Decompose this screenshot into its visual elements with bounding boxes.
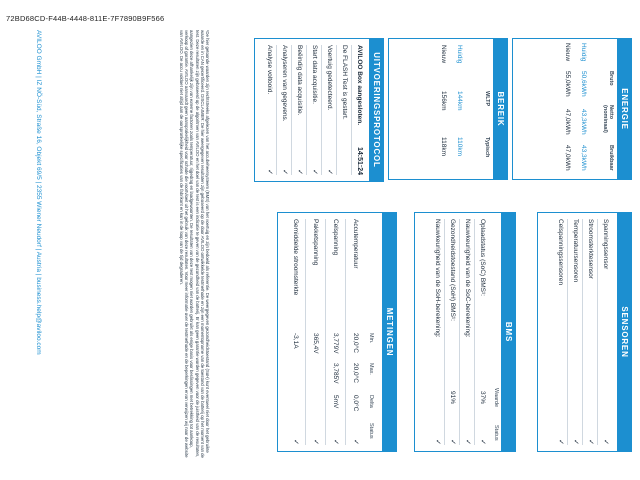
sensoren-title: SENSOREN bbox=[617, 213, 631, 451]
bms-row: Nauwkeurigheid van de SoH-berekening: ✓ bbox=[430, 219, 445, 445]
sensoren-panel bbox=[537, 212, 632, 452]
metingen-col-max: Max. bbox=[368, 363, 374, 375]
check-icon: ✓ bbox=[434, 439, 441, 445]
check-icon: ✓ bbox=[479, 439, 486, 445]
protocol-row: Start data acquisitie. ✓ bbox=[306, 45, 322, 175]
check-icon: ✓ bbox=[449, 439, 456, 445]
metingen-row: Accutemperatuur 20,0°C 20,0°C 0,0°C ✓ bbox=[345, 219, 364, 445]
bms-col-waarde: Waarde bbox=[493, 388, 499, 408]
check-icon: ✓ bbox=[464, 439, 471, 445]
protocol-row: Analyseren van gegevens. ✓ bbox=[276, 45, 292, 175]
protocol-row: Beëindig data acquisitie. ✓ bbox=[291, 45, 307, 175]
check-icon: ✓ bbox=[587, 439, 594, 445]
metingen-col-min: Min. bbox=[368, 333, 374, 344]
metingen-row: Gemiddelde stroomsterkte -3,1A ✓ bbox=[286, 219, 304, 445]
energie-nieuw-netto: 47,0kWh bbox=[564, 109, 571, 135]
sensor-row: Temperatuursensoren ✓ bbox=[567, 219, 583, 445]
check-icon: ✓ bbox=[326, 169, 333, 175]
bereik-nieuw-typisch: 118km bbox=[440, 137, 447, 157]
rotated-report bbox=[30, 0, 640, 480]
metingen-col-status: Status bbox=[368, 423, 374, 439]
bereik-col-wltp: WLTP bbox=[484, 91, 490, 107]
bereik-title: BEREIK bbox=[493, 39, 507, 179]
bereik-huidig-typisch: 110km bbox=[456, 137, 463, 157]
energie-nieuw-bruto: 55,0kWh bbox=[564, 71, 571, 97]
metingen-col-delta: Delta bbox=[368, 395, 374, 408]
sensor-row: Stroomsterktesensor ✓ bbox=[582, 219, 598, 445]
bereik-huidig-label: Huidig bbox=[456, 45, 463, 64]
bms-col-status: Status bbox=[493, 425, 499, 441]
check-icon: ✓ bbox=[557, 439, 564, 445]
bms-row: Gezondheidstoestand (SoH) BMS¹: 91% ✓ bbox=[444, 219, 460, 445]
bereik-nieuw-wltp: 156km bbox=[440, 91, 447, 111]
bms-title: BMS bbox=[501, 213, 515, 451]
energie-col-netto: Netto (nominaal) bbox=[602, 105, 614, 133]
bereik-nieuw-label: Nieuw bbox=[440, 45, 447, 64]
check-icon: ✓ bbox=[332, 439, 339, 445]
energie-huidig-bruikbaar: 43,3kWh bbox=[580, 145, 587, 171]
bms-row: Oplaadstatus (SoC) BMS¹: 37% ✓ bbox=[474, 219, 490, 445]
metingen-row: Celspanning 3,779V 3,785V 5mV ✓ bbox=[325, 219, 344, 445]
check-icon: ✓ bbox=[311, 169, 318, 175]
check-icon: ✓ bbox=[602, 439, 609, 445]
check-icon: ✓ bbox=[312, 439, 319, 445]
sensor-row: Spanningssensor ✓ bbox=[597, 219, 613, 445]
check-icon: ✓ bbox=[281, 169, 288, 175]
protocol-row: Analyse voltooid. ✓ bbox=[262, 45, 277, 175]
check-icon: ✓ bbox=[572, 439, 579, 445]
check-icon: ✓ bbox=[266, 169, 273, 175]
bereik-panel bbox=[388, 38, 508, 180]
energie-title: ENERGIE bbox=[617, 39, 631, 179]
protocol-row: De FLASH Test is gestart. bbox=[336, 45, 352, 175]
energie-nieuw-bruikbaar: 47,0kWh bbox=[564, 145, 571, 171]
document-id: 72BD68CD-F44B-4448-811E-7F7890B9F566 bbox=[6, 14, 165, 23]
sensor-row: Celspanningssensoren ✓ bbox=[553, 219, 568, 445]
energie-panel bbox=[512, 38, 632, 180]
uitvoeringsprotocol-title: UITVOERINGSPROTOCOL bbox=[369, 39, 383, 181]
protocol-row: Voertuig gedetecteerd. ✓ bbox=[321, 45, 337, 175]
energie-col-bruto: Bruto bbox=[608, 71, 614, 86]
protocol-row: AVILOO Box aangesloten. 14:51:24 bbox=[351, 45, 367, 175]
bms-row: Nauwkeurigheid van de SoC-berekening: ✓ bbox=[459, 219, 475, 445]
energie-huidig-netto: 43,3kWh bbox=[580, 109, 587, 135]
metingen-row: Pakketspanning 365,4V ✓ bbox=[305, 219, 324, 445]
bms-panel bbox=[414, 212, 516, 452]
energie-huidig-label: Huidig bbox=[580, 43, 587, 62]
metingen-panel bbox=[277, 212, 397, 452]
footer: AVILOO GmbH | IZ NÖ-Süd, Straße 16, Objekt 69/5 | 2355 Wiener Neudorf | Austria | business.help@aviloo.com bbox=[35, 30, 42, 355]
footnote: ¹De hier getoonde waarden zijn rechtstreeks afgelezen van het accubeheersysteem (BMS) van het voertuig en zijn bedoeld als referentie. De weergegeven gezondheidstoestand (SoH) kunt eventueel niet door het gebruikte waarde en in CAN gecertificeerd. DISCLAIMER: De hier weergegeven resultaten zijn gebaseerd op de door AVILOO ontwikkelde testmethode en zijn een momentopname van de toestand van de batterij op het moment van de test. Deze resultaten zijn gebaseerd op de algoritmen van AVILOO en het doel van de test is een indicatie te geven van de gezondheid van de batterij. Er kan geen garantie worden gegeven voor de juistheid van de resultaten, aangezien deze afhankelijk zijn van externe factoren zoals temperatuur, rijgedrag en laadgewoonten. De resultaten van deze test mogen niet worden gebruikt als enige basis voor beslissingen met betrekking tot aankoop, verkoop of garantie. AVILOO aanvaardt geen aansprakelijkheid voor schade die voortvloeit uit het gebruik van deze resultaten. Voor meer informatie over de testmethode en de beperkingen ervan verwijzen wij naar de website van AVILOO. De accu voldoet niet altijd aan de oorspronkelijke specificaties van de fabrikant en kan in de loop van de tijd degraderen. bbox=[178, 30, 210, 458]
metingen-title: METINGEN bbox=[382, 213, 396, 451]
check-icon: ✓ bbox=[296, 169, 303, 175]
check-icon: ✓ bbox=[292, 439, 299, 445]
energie-nieuw-label: Nieuw bbox=[564, 43, 571, 62]
energie-huidig-bruto: 50,6kWh bbox=[580, 71, 587, 97]
bereik-huidig-wltp: 144km bbox=[456, 91, 463, 111]
uitvoeringsprotocol-panel bbox=[254, 38, 384, 182]
check-icon: ✓ bbox=[352, 439, 359, 445]
bereik-col-typisch: Typisch bbox=[484, 137, 490, 158]
energie-col-bruikbaar: Bruikbaar bbox=[608, 145, 614, 171]
